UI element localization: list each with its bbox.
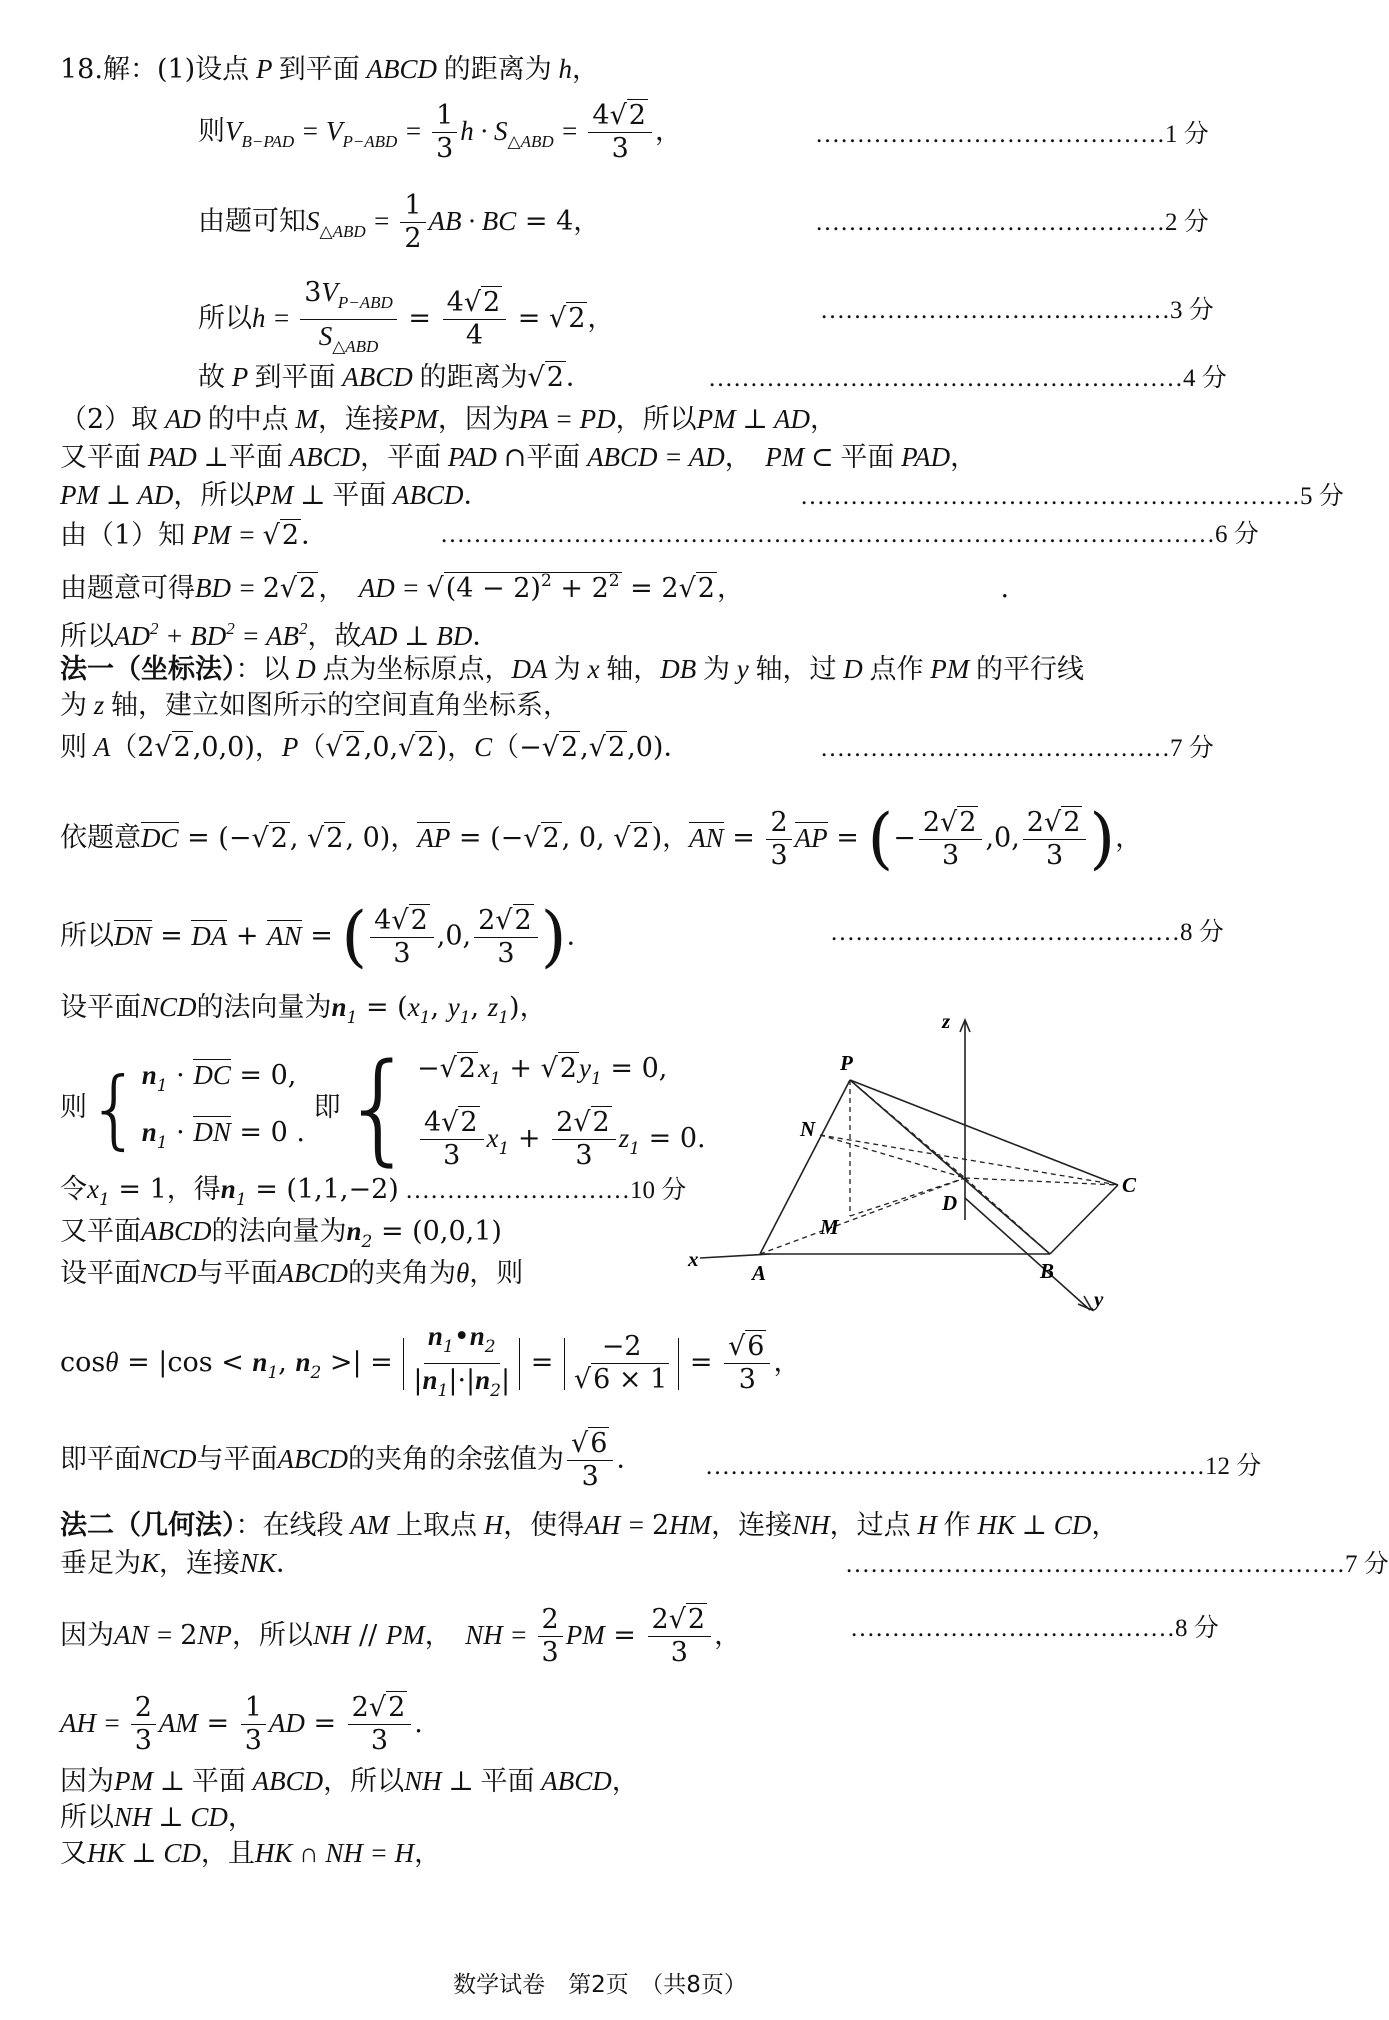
area-equation: 由题可知$S_{\triangle ABD}$ = $\frac{1}{2}$ AB · BC = 4， [198, 190, 601, 254]
score-8a: ……………………………………8 分 [830, 919, 1224, 946]
normal-vector-def: 设平面NCD的法向量为$n_1 = (x_1$, $y_1$, $z_1$)， [60, 992, 547, 1028]
score-2: ……………………………………2 分 [815, 209, 1209, 236]
n2-vector: 又平面ABCD的法向量为$n_2 = (0,0,1)$ [60, 1216, 502, 1252]
pm-value: 由（1）知 PM = √2． [60, 520, 329, 551]
equation-system: 则{ $n_1$ · DC = 0, $n_1$ · DN = 0 . 即{ $-√2x_1 + √2y_1 = 0$, $\frac{4√2}{3}$ $x_1$ + $\frac{2√2}{3}$ $z_1 = 0$. [60, 1038, 706, 1178]
vectors-line: 依题意DC = (−√2, √2, 0)，AP = (−√2, 0, √2)，AN = $\frac{2}{3}$ AP = (− $\frac{2√2}{3}$ ,0, $\frac{2√2}{3}$ )， [60, 800, 1143, 877]
label-z: z [942, 1009, 951, 1033]
distance-conclusion: 故 P 到平面 ABCD 的距离为√2． [198, 362, 593, 393]
hk-intersect: 又HK ⊥ CD，且HK ∩ NH = H， [60, 1838, 442, 1869]
nh-parallel: 因为AN = 2NP，所以NH // PM， NH = $\frac{2}{3}$ PM = $\frac{2√2}{3}$ ， [60, 1604, 742, 1668]
nh-perp-cd: 所以NH ⊥ CD， [60, 1802, 255, 1833]
label-B: B [1040, 1259, 1055, 1283]
label-N: N [800, 1117, 816, 1141]
cos-theta: $\cos\theta = |\cos < n_1$, $n_2$ >| = $\frac{n_1•n_2}{|n_1|\cdot|n_2|}$ = $\frac{-2}{√6 \times 1}$ = $\frac{√6}{3}$ ， [60, 1321, 801, 1401]
label-y: y [1094, 1287, 1104, 1311]
score-3: ……………………………………3 分 [820, 297, 1214, 324]
score-4: …………………………………………………4 分 [708, 365, 1227, 392]
bd-ad-values: 由题意可得BD = 2√2， AD = $√(4 - 2)^2 + 2^2 = 2√2$， . [60, 571, 1010, 604]
score-7b: ……………………………………………………7 分 [845, 1551, 1389, 1578]
cos-conclusion: 即平面NCD与平面ABCD的夹角的余弦值为 $\frac{√6}{3}$ ． [60, 1428, 644, 1492]
theta-def: 设平面NCD与平面ABCD的夹角为θ，则 [60, 1258, 524, 1289]
nh-perp-plane: 因为PM ⊥ 平面 ABCD，所以NH ⊥ 平面 ABCD， [60, 1766, 639, 1797]
score-1: ……………………………………1 分 [815, 121, 1209, 148]
score-5: ……………………………………………………5 分 [800, 483, 1344, 510]
solve-n1: 令$x_1 = 1$，得$n_1 = (1,1,-2)$ [60, 1174, 399, 1210]
pyramid-figure [680, 1010, 1150, 1310]
score-12: ……………………………………………………12 分 [705, 1453, 1262, 1480]
label-M: M [820, 1215, 839, 1239]
coordinates: 则 A（2√2,0,0)，P（√2,0,√2)，C（−√2,√2,0)． [60, 732, 691, 763]
label-x: x [688, 1247, 699, 1271]
method2-intro: 法二（几何法）：在线段 AM 上取点 H，使得AH = 2HM，连接NH，过点 H 作 HK ⊥ CD， [60, 1510, 1119, 1541]
page-footer: 数学试卷 第2页 （共8页） [453, 1972, 747, 1998]
method2-intro2: 垂足为K，连接NK． [60, 1548, 304, 1579]
dn-vector: 所以DN = DA + AN = ( $\frac{4√2}{3}$ ,0, $\frac{2√2}{3}$ ). [60, 898, 576, 975]
height-equation: 所以h = $\frac{3V_{P-ABD}}{S_{\triangle ABD}}$ = $\frac{4√2}{4}$ = √2， [198, 277, 615, 356]
solution-intro: 18.解：(1)设点 P 到平面 ABCD 的距离为 h， [60, 54, 599, 85]
ad-perp-bd: 所以$AD^2 + BD^2 = AB^2$，故AD ⊥ BD． [60, 619, 500, 652]
label-A: A [752, 1261, 767, 1285]
score-7a: ……………………………………7 分 [820, 735, 1214, 762]
label-C: C [1122, 1173, 1137, 1197]
part2-line1: （2）取 AD 的中点 M，连接PM，因为PA = PD，所以PM ⊥ AD， [60, 404, 838, 435]
part2-line2: 又平面 PAD ⊥平面 ABCD，平面 PAD ∩平面 ABCD = AD， PM ⊂ 平面 PAD， [60, 442, 978, 473]
label-P: P [840, 1051, 853, 1075]
volume-equation: 则$V_{B-PAD} = V_{P-ABD}$ = $\frac{1}{3}$ $h \cdot S_{\triangle ABD}$ = $\frac{4√2}{3}$ ， [198, 100, 682, 164]
method1-intro2: 为 z 轴，建立如图所示的空间直角坐标系， [60, 690, 571, 721]
part2-line3: PM ⊥ AD，所以PM ⊥ 平面 ABCD． [60, 480, 491, 511]
score-10: ………………………10 分 [405, 1177, 687, 1204]
score-8b: …………………………………8 分 [850, 1615, 1219, 1642]
label-D: D [942, 1191, 958, 1215]
method1-intro: 法一（坐标法）：以 D 点为坐标原点，DA 为 x 轴，DB 为 y 轴，过 D 点作 PM 的平行线 [60, 654, 1084, 685]
ah-value: AH = $\frac{2}{3}$ AM = $\frac{1}{3}$ AD = $\frac{2√2}{3}$ . [60, 1692, 423, 1756]
score-6: …………………………………………………………………………………6 分 [440, 521, 1259, 548]
